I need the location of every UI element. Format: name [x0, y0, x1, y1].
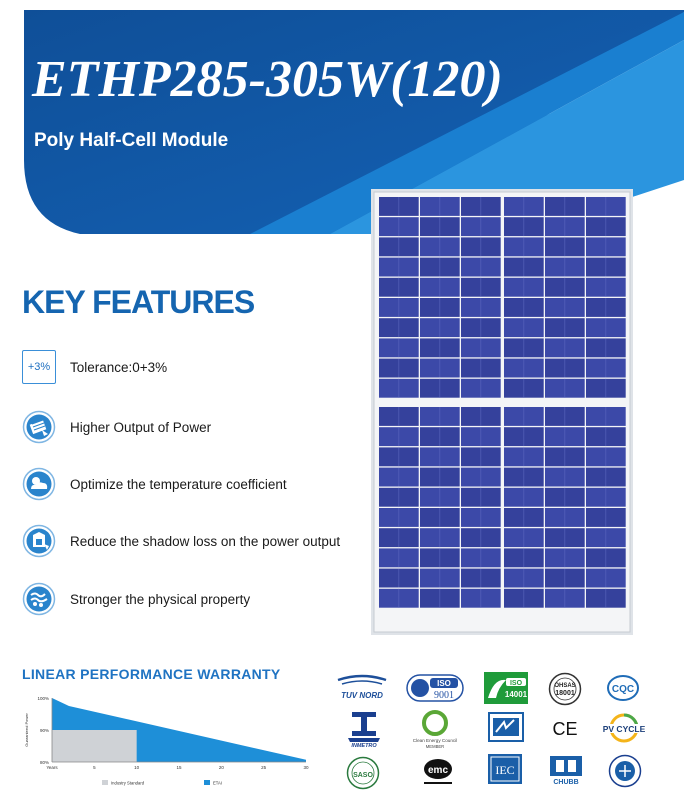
legend-label: Industry Standard	[111, 780, 145, 786]
pv-cycle-logo	[600, 712, 648, 744]
inmetro-logo	[346, 710, 382, 748]
y-tick-label: 90%	[39, 728, 49, 733]
clean-energy-council-text: Clean Energy Council	[412, 738, 458, 743]
warranty-title: LINEAR PERFORMANCE WARRANTY	[22, 666, 281, 682]
plus-three-percent-icon: +3%	[22, 350, 56, 384]
iso-9001-text: 9001	[434, 690, 454, 701]
chubb-logo	[548, 756, 584, 786]
legend-label: ETAI	[213, 780, 222, 786]
x-tick-label: 25	[261, 765, 267, 770]
feature-label: Optimize the temperature coefficient	[70, 476, 287, 492]
iso-text: ISO	[437, 679, 451, 688]
ce-text: CE	[552, 719, 578, 739]
x-tick-label: 20	[218, 765, 224, 770]
cqc-logo	[606, 674, 640, 702]
ohsas-18001-text: 18001	[555, 690, 575, 697]
iso-14001-text: 14001	[504, 690, 528, 699]
shadow-loss-icon	[22, 524, 56, 558]
iec-logo	[488, 754, 522, 784]
key-features-title: KEY FEATURES	[22, 284, 255, 320]
tuv-nord-logo	[334, 674, 390, 704]
feature-temperature	[22, 467, 362, 501]
product-subtitle: Poly Half-Cell Module	[34, 130, 229, 151]
y-tick-label: 80%	[39, 760, 49, 765]
chubb-text: CHUBB	[553, 779, 579, 786]
x-tick-label: 15	[176, 765, 182, 770]
hail-test-logo	[488, 712, 524, 742]
feature-physical	[22, 582, 362, 616]
solar-panel-graphic	[371, 189, 633, 635]
emc-text: emc	[427, 765, 449, 776]
y-tick-label: 100%	[37, 696, 49, 701]
iso-text: ISO	[509, 680, 523, 687]
temperature-cloud-icon	[22, 467, 56, 501]
tuv-nord-text: TUV NORD	[341, 691, 383, 700]
saso-text: SASO	[353, 772, 373, 779]
saso-logo	[346, 756, 380, 790]
ohsas-logo	[548, 672, 582, 706]
feature-label: Higher Output of Power	[70, 419, 212, 435]
round-seal-logo	[608, 754, 642, 788]
feature-output	[22, 410, 362, 444]
x-tick-label: 5	[93, 765, 96, 770]
x-tick-label: 30	[303, 765, 309, 770]
legend-swatch-etai	[204, 780, 210, 785]
inmetro-text: INMETRO	[351, 743, 377, 748]
x-tick-label: 10	[134, 765, 140, 770]
iso9001-logo	[406, 674, 464, 702]
solar-panel-image	[371, 189, 633, 635]
y-axis-label: Guaranteed Power	[24, 713, 29, 747]
pv-cycle-text: PV CYCLE	[602, 724, 646, 734]
cqc-text: CQC	[611, 684, 635, 695]
clean-energy-council-logo	[410, 710, 460, 750]
feature-label: Reduce the shadow loss on the power output	[70, 533, 341, 549]
ohsas-text: OHSAS	[554, 683, 576, 689]
physical-strength-icon	[22, 582, 56, 616]
feature-label: Tolerance:0+3%	[70, 359, 168, 375]
iso14001-logo	[484, 672, 528, 704]
clean-energy-member-text: MEMBER	[425, 744, 445, 749]
iec-text: IEC	[495, 763, 515, 777]
ce-mark-logo	[548, 714, 582, 742]
emc-logo	[418, 756, 458, 788]
model-title: ETHP285-305W(120)	[32, 51, 503, 108]
legend-swatch-industry	[102, 780, 108, 785]
feature-label: Stronger the physical property	[70, 591, 251, 607]
feature-shadow	[22, 524, 362, 558]
feature-tolerance	[22, 350, 362, 384]
warranty-chart	[18, 690, 318, 792]
x-tick-label: Years	[46, 765, 58, 770]
industry-standard-area	[52, 730, 137, 762]
power-output-icon	[22, 410, 56, 444]
